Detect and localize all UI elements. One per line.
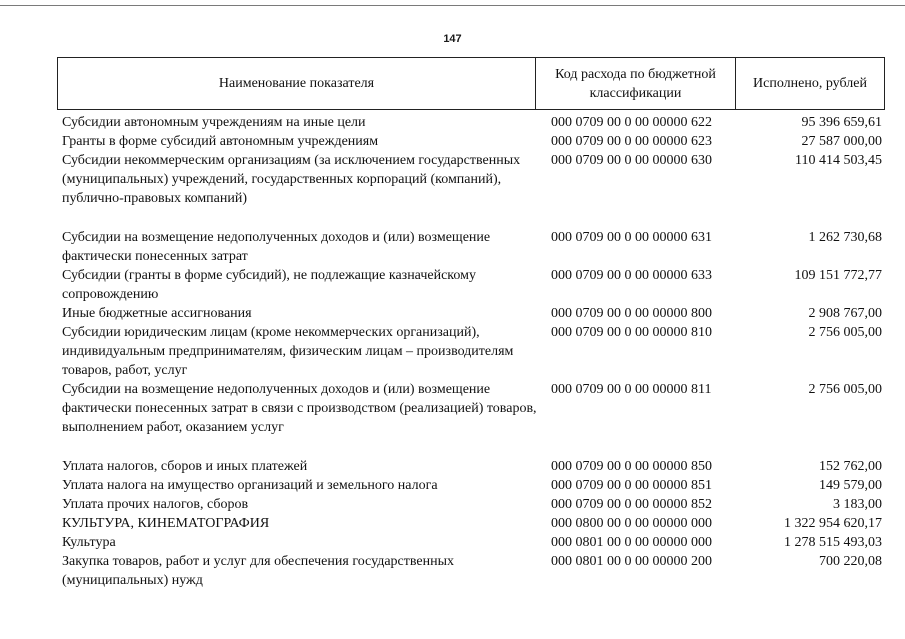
row-code: 000 0709 00 0 00 00000 850: [551, 459, 712, 474]
row-executed: 700 220,08: [819, 554, 882, 569]
table-row: [62, 323, 886, 380]
row-name: Субсидии некоммерческим организациям (за исключением государственных (муниципальных) учреждений, государственных корпораций (компаний), публично-правовых компаний): [62, 153, 521, 206]
table-row: [62, 514, 886, 533]
table-row: [62, 304, 886, 323]
table-row: [62, 132, 886, 151]
table-row: [62, 476, 886, 495]
row-code: 000 0709 00 0 00 00000 631: [551, 230, 712, 245]
row-name: Закупка товаров, работ и услуг для обеспечения государственных (муниципальных) нужд: [62, 554, 455, 588]
row-name: Субсидии автономным учреждениям на иные цели: [62, 115, 366, 130]
row-code: 000 0709 00 0 00 00000 852: [551, 497, 712, 512]
row-name: Уплата налогов, сборов и иных платежей: [62, 459, 308, 474]
row-name: Культура: [62, 535, 116, 550]
row-executed: 1 322 954 620,17: [784, 516, 882, 531]
row-name: Субсидии (гранты в форме субсидий), не подлежащие казначейскому сопровождению: [62, 268, 476, 302]
row-name: Уплата налога на имущество организаций и земельного налога: [62, 478, 438, 493]
row-executed: 27 587 000,00: [801, 134, 882, 149]
row-code: 000 0709 00 0 00 00000 800: [551, 306, 712, 321]
row-executed: 1 278 515 493,03: [784, 535, 882, 550]
table-row: [62, 151, 886, 208]
row-code: 000 0709 00 0 00 00000 630: [551, 153, 712, 168]
row-executed: 2 908 767,00: [808, 306, 882, 321]
row-code: 000 0709 00 0 00 00000 623: [551, 134, 712, 149]
table-row: [62, 228, 886, 266]
table-header: [57, 57, 885, 110]
page-number: 147: [443, 33, 462, 45]
header-code-column: [535, 58, 735, 109]
row-code: 000 0709 00 0 00 00000 810: [551, 325, 712, 340]
row-executed: 95 396 659,61: [801, 115, 882, 130]
row-name: Гранты в форме субсидий автономным учреждениям: [62, 134, 379, 149]
table-body: [62, 113, 886, 590]
row-executed: 2 756 005,00: [808, 382, 882, 397]
header-code-label: Код расхода по бюджетной классификации: [555, 66, 716, 101]
table-row: [62, 552, 886, 590]
row-executed: 152 762,00: [819, 459, 882, 474]
table-row: [62, 533, 886, 552]
row-code: 000 0709 00 0 00 00000 851: [551, 478, 712, 493]
table-row: [62, 380, 886, 437]
header-executed-column: Исполнено, рублей: [735, 58, 884, 109]
row-executed: 2 756 005,00: [808, 325, 882, 340]
row-code: 000 0801 00 0 00 00000 000: [551, 535, 712, 550]
row-name: Субсидии на возмещение недополученных доходов и (или) возмещение фактически понесенных затрат в связи с производством (реализацией) товаров, выполнением работ, оказанием услуг: [62, 382, 537, 435]
row-name: Иные бюджетные ассигнования: [62, 306, 252, 321]
top-rule: [0, 5, 905, 6]
table-row: [62, 457, 886, 476]
header-name-column: Наименование показателя: [218, 76, 375, 91]
row-name: Субсидии юридическим лицам (кроме некоммерческих организаций), индивидуальным предпринимателям, физическим лицам – производителям товаров, работ, услуг: [62, 325, 514, 378]
row-name: КУЛЬТУРА, КИНЕМАТОГРАФИЯ: [62, 516, 270, 531]
row-code: 000 0709 00 0 00 00000 633: [551, 268, 712, 283]
row-code: 000 0709 00 0 00 00000 622: [551, 115, 712, 130]
row-name: Уплата прочих налогов, сборов: [62, 497, 249, 512]
row-code: 000 0801 00 0 00 00000 200: [551, 554, 712, 569]
row-code: 000 0709 00 0 00 00000 811: [551, 382, 712, 397]
row-executed: 1 262 730,68: [808, 230, 882, 245]
row-code: 000 0800 00 0 00 00000 000: [551, 516, 712, 531]
row-executed: 149 579,00: [819, 478, 882, 493]
table-row: [62, 113, 886, 132]
table-row: [62, 266, 886, 304]
row-executed: 3 183,00: [833, 497, 882, 512]
row-name: Субсидии на возмещение недополученных доходов и (или) возмещение фактически понесенных затрат: [62, 230, 491, 264]
row-executed: 109 151 772,77: [794, 268, 882, 283]
row-executed: 110 414 503,45: [795, 153, 882, 168]
table-row: [62, 495, 886, 514]
